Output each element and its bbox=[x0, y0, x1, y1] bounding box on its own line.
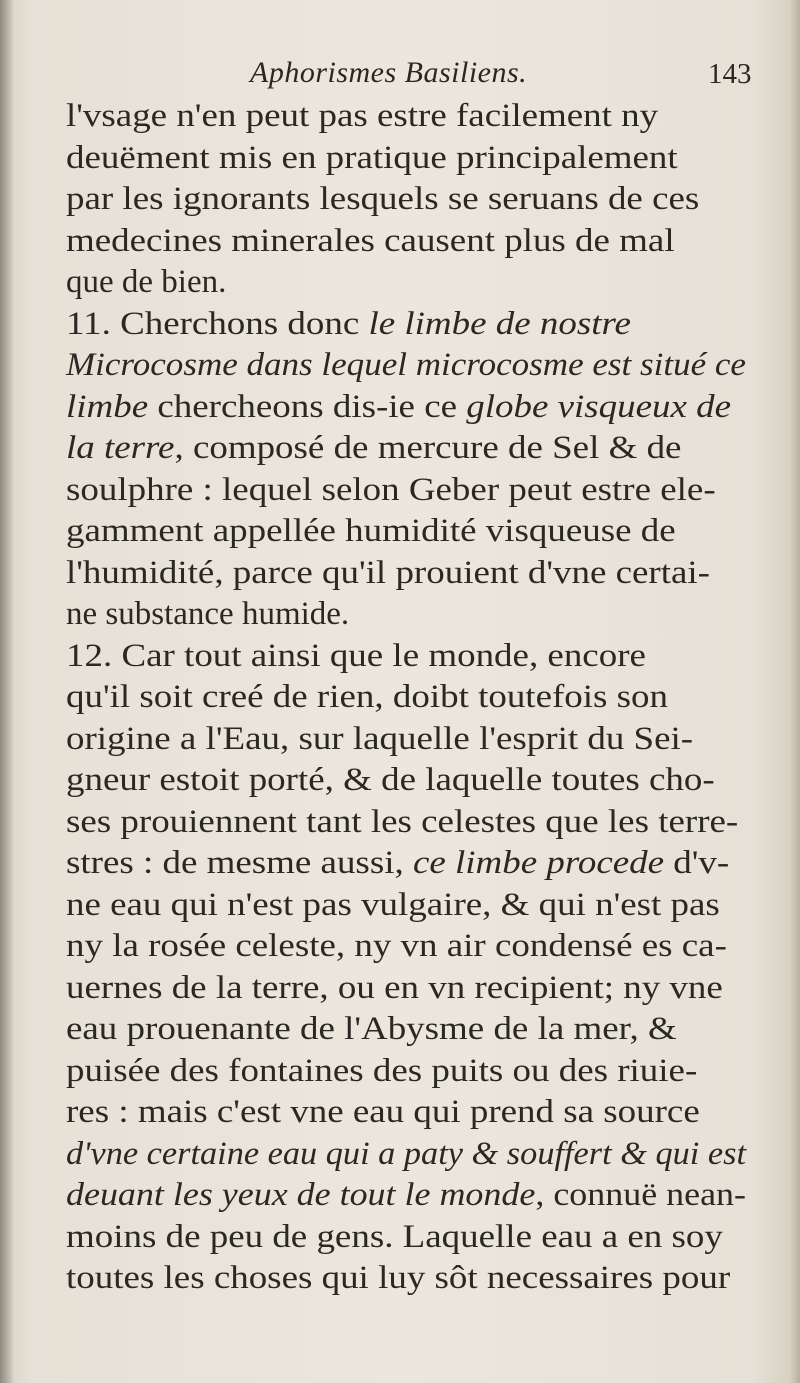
running-title: Aphorismes Basiliens. bbox=[250, 56, 528, 89]
body-text bbox=[66, 96, 746, 1300]
page-header bbox=[0, 56, 800, 100]
page-number: 143 bbox=[708, 58, 752, 90]
text-line: la terre, composé de mercure de Sel & de bbox=[66, 430, 682, 466]
text-line: deuant les yeux de tout le monde, connuë nean- bbox=[66, 1177, 747, 1213]
text-line: limbe chercheons dis-ie ce globe visqueux de bbox=[66, 388, 732, 425]
text-line: uernes de la terre, ou en vn recipient; ny vne bbox=[66, 969, 723, 1006]
text-line: puisée des fontaines des puits ou des riuie- bbox=[66, 1052, 698, 1089]
text-line: l'humidité, parce qu'il prouient d'vne certai- bbox=[66, 554, 710, 591]
text-line: origine a l'Eau, sur laquelle l'esprit du Sei- bbox=[66, 720, 694, 757]
text-line: par les ignorants lesquels se seruans de ces bbox=[66, 181, 700, 217]
page-right-edge bbox=[790, 0, 800, 1383]
text-line: moins de peu de gens. Laquelle eau a en soy bbox=[66, 1218, 723, 1255]
text-line: 12. Car tout ainsi que le monde, encore bbox=[66, 637, 646, 674]
text-line: stres : de mesme aussi, ce limbe procede d'v- bbox=[66, 845, 730, 881]
text-line: soulphre : lequel selon Geber peut estre ele- bbox=[66, 471, 716, 508]
text-line: ne eau qui n'est pas vulgaire, & qui n'est pas bbox=[66, 886, 720, 923]
text-line: l'vsage n'en peut pas estre facilement ny bbox=[66, 98, 659, 134]
text-line: eau prouenante de l'Abysme de la mer, & bbox=[66, 1011, 677, 1047]
text-line: ses prouiennent tant les celestes que les terre- bbox=[66, 803, 739, 840]
text-line: medecines minerales causent plus de mal bbox=[66, 222, 675, 259]
page-left-edge bbox=[0, 0, 14, 1383]
text-line: Microcosme dans lequel microcosme est situé ce bbox=[66, 347, 746, 383]
text-line: qu'il soit creé de rien, doibt toutefois son bbox=[66, 679, 669, 715]
text-line: d'vne certaine eau qui a paty & souffert & qui est bbox=[66, 1135, 747, 1172]
text-line: ny la rosée celeste, ny vn air condensé es ca- bbox=[66, 928, 727, 964]
text-line: ne substance humide. bbox=[66, 596, 350, 632]
text-line: toutes les choses qui luy sôt necessaires pour bbox=[66, 1260, 731, 1296]
text-line: res : mais c'est vne eau qui prend sa source bbox=[66, 1094, 700, 1130]
text-line: que de bien. bbox=[66, 264, 227, 300]
text-line: deuëment mis en pratique principalement bbox=[66, 139, 678, 176]
text-line: gamment appellée humidité visqueuse de bbox=[66, 513, 676, 549]
text-line: gneur estoit porté, & de laquelle toutes cho- bbox=[66, 762, 715, 798]
text-line: 11. Cherchons donc le limbe de nostre bbox=[66, 305, 631, 342]
